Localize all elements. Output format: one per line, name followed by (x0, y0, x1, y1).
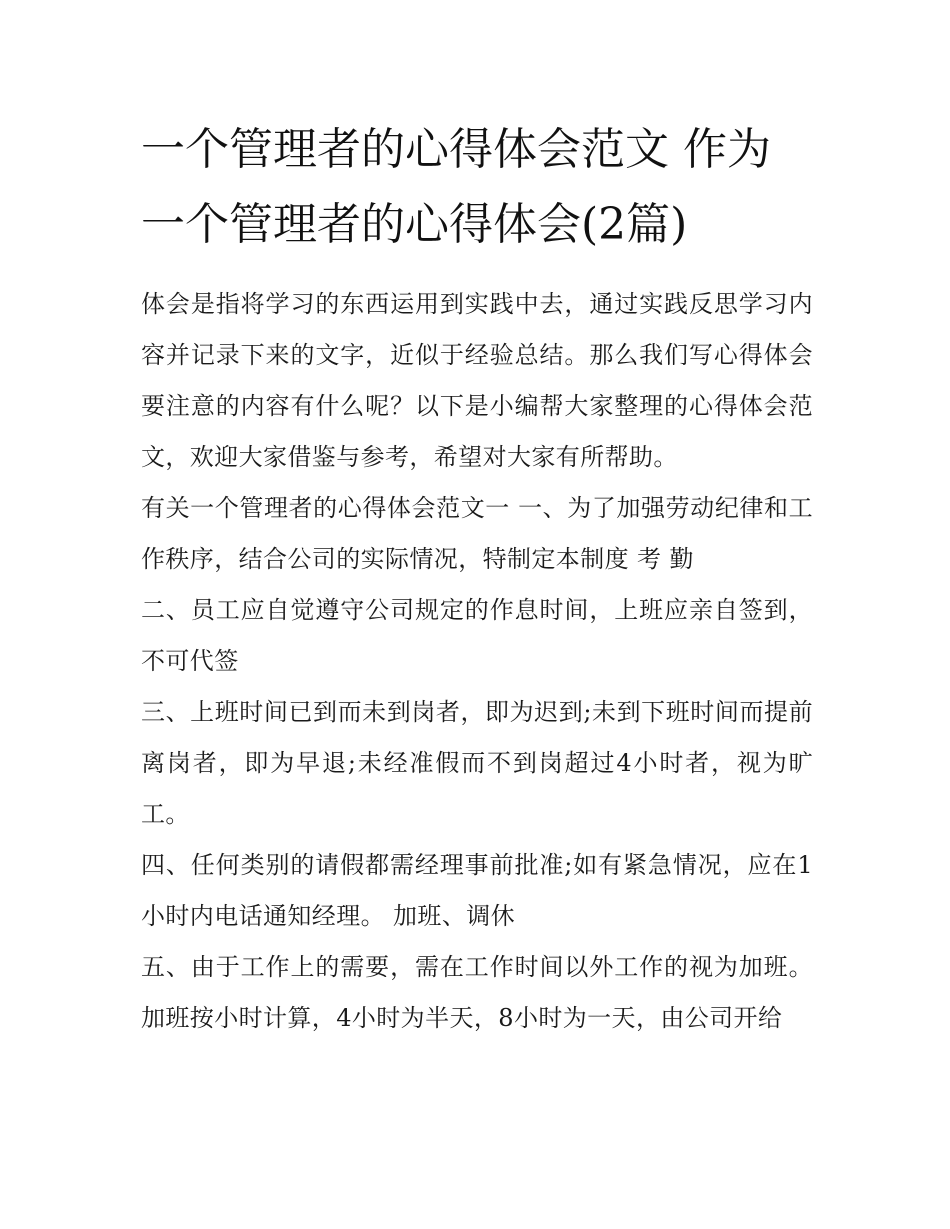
paragraph-rule-4: 四、任何类别的请假都需经理事前批准;如有紧急情况，应在1小时内电话通知经理。 加班、调休 (141, 851, 813, 930)
document-body (141, 112, 813, 1044)
paragraph-rule-3: 三、上班时间已到而未到岗者，即为迟到;未到下班时间而提前离岗者，即为早退;未经准假而不到岗超过4小时者，视为旷工。 (141, 698, 813, 828)
paragraph-intro: 体会是指将学习的东西运用到实践中去，通过实践反思学习内容并记录下来的文字，近似于经验总结。那么我们写心得体会要注意的内容有什么呢？以下是小编帮大家整理的心得体会范文，欢迎大家借鉴与参考，希望对大家有所帮助。 (141, 290, 813, 471)
document-title: 一个管理者的心得体会范文 作为一个管理者的心得体会(2篇) (141, 124, 771, 250)
paragraph-section-heading: 有关一个管理者的心得体会范文一 一、为了加强劳动纪律和工作秩序，结合公司的实际情况，特制定本制度 考 勤 (141, 494, 813, 573)
paragraph-rule-5: 五、由于工作上的需要，需在工作时间以外工作的视为加班。加班按小时计算，4小时为半天，8小时为一天，由公司开给 (141, 953, 813, 1032)
paragraph-rule-2: 二、员工应自觉遵守公司规定的作息时间，上班应亲自签到，不可代签 (141, 596, 813, 675)
